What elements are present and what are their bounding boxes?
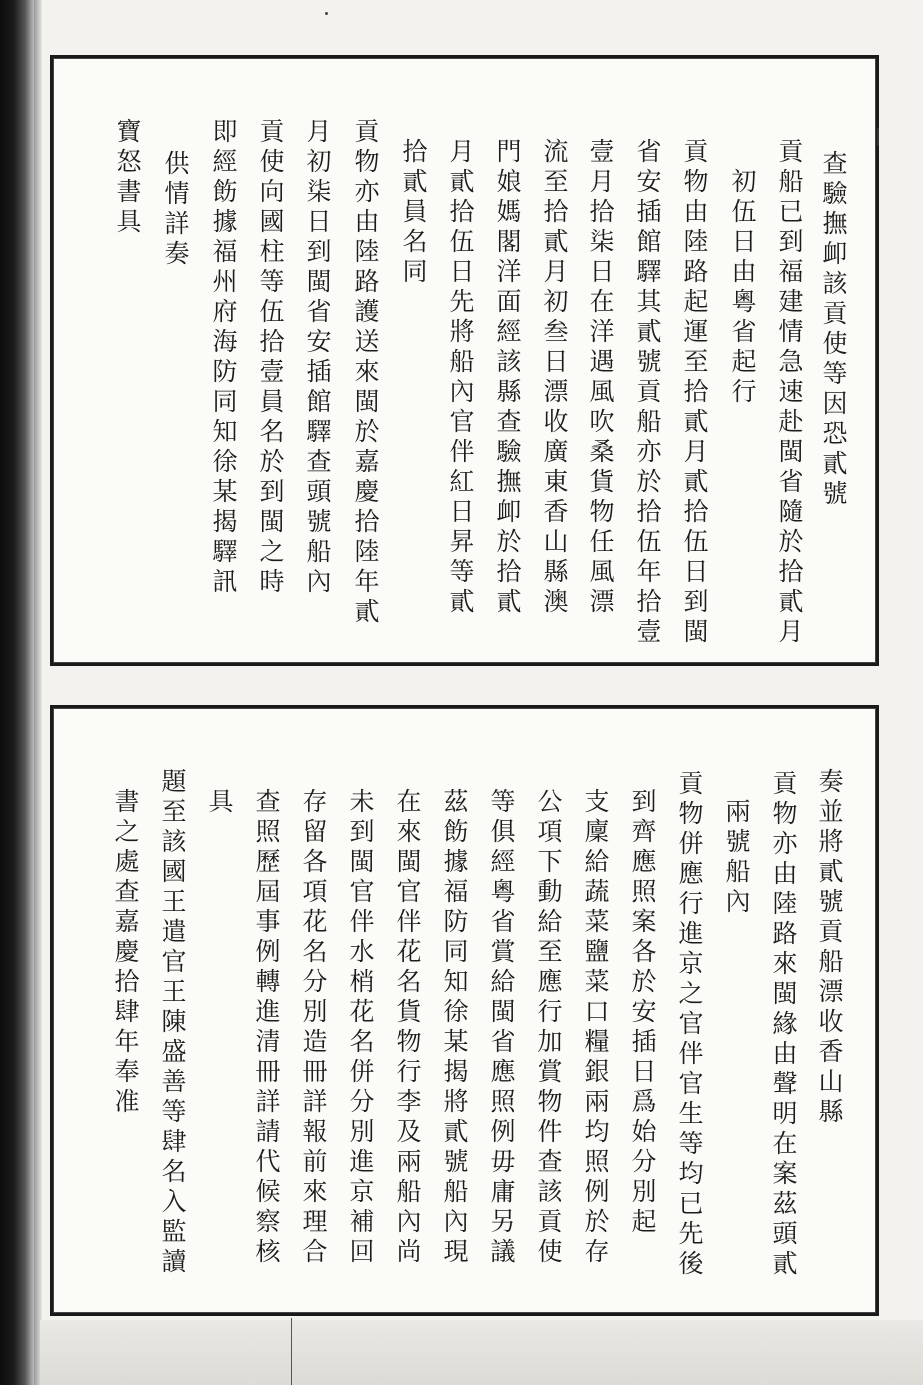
text-column: 貢船已到福建情急速赴閩省隨於拾貳月	[775, 138, 804, 648]
text-column: 未到閩官伴水梢花名併分別進京補回	[346, 788, 375, 1268]
text-column: 查照歷屆事例轉進清冊詳請代候察核	[252, 788, 281, 1268]
text-column: 省安插館驛其貳號貢船亦於拾伍年拾壹	[633, 138, 662, 648]
text-column: 貢使向國柱等伍拾壹員名於到閩之時	[256, 118, 285, 598]
text-column: 壹月拾柒日在洋遇風吹桑貨物任風漂	[586, 138, 615, 618]
book-binding	[0, 0, 34, 1385]
text-column: 存留各項花名分別造冊詳報前來理合	[299, 788, 328, 1268]
text-column: 貢物亦由陸路來閩緣由聲明在案茲頭貳	[769, 770, 798, 1280]
top-page-panel	[50, 55, 879, 666]
text-column: 初伍日由粵省起行	[728, 168, 757, 408]
text-column: 公項下動給至應行加賞物件查該貢使	[534, 788, 563, 1268]
signature-column: 寶怒書具	[113, 118, 142, 238]
margin-mark	[877, 128, 879, 146]
fold-line	[291, 1318, 292, 1385]
text-column: 到齊應照案各於安插日爲始分別起	[628, 788, 657, 1238]
text-column: 門娘媽閣洋面經該縣查驗撫卹於拾貳	[493, 138, 522, 618]
text-column: 供情詳奏	[161, 150, 190, 270]
text-column: 題至該國王遣官王陳盛善等肆名入監讀	[158, 768, 187, 1278]
page-bottom-margin	[40, 1320, 923, 1385]
text-column: 拾貳員名同	[399, 138, 428, 288]
text-column: 月初柒日到閩省安插館驛查頭號船內	[303, 118, 332, 598]
text-column: 即經飭據福州府海防同知徐某揭驛訊	[209, 118, 238, 598]
binding-edge	[34, 0, 42, 1385]
text-column: 流至拾貳月初叁日漂收廣東香山縣澳	[540, 138, 569, 618]
text-column: 貢物亦由陸路護送來閩於嘉慶拾陸年貳	[351, 118, 380, 628]
text-column: 具	[205, 788, 234, 818]
bottom-page-panel	[50, 705, 879, 1316]
text-column: 奏並將貳號貢船漂收香山縣	[815, 768, 844, 1128]
text-column: 書之處查嘉慶拾肆年奉准	[111, 788, 140, 1118]
text-column: 在來閩官伴花名貨物行李及兩船內尚	[393, 788, 422, 1268]
text-column: 茲飭據福防同知徐某揭將貳號船內現	[440, 788, 469, 1268]
text-column: 貢物由陸路起運至拾貳月貳拾伍日到閩	[680, 138, 709, 648]
text-column: 貢物併應行進京之官伴官生等均已先後	[675, 770, 704, 1280]
text-column: 等俱經粵省賞給閩省應照例毋庸另議	[487, 788, 516, 1268]
text-column: 兩號船內	[722, 798, 751, 918]
text-column: 月貳拾伍日先將船內官伴紅日昇等貳	[446, 138, 475, 618]
speck	[325, 12, 328, 15]
text-column: 查驗撫卹該貢使等因恐貳號	[819, 150, 848, 510]
text-column: 支廩給蔬菜鹽菜口糧銀兩均照例於存	[581, 788, 610, 1268]
